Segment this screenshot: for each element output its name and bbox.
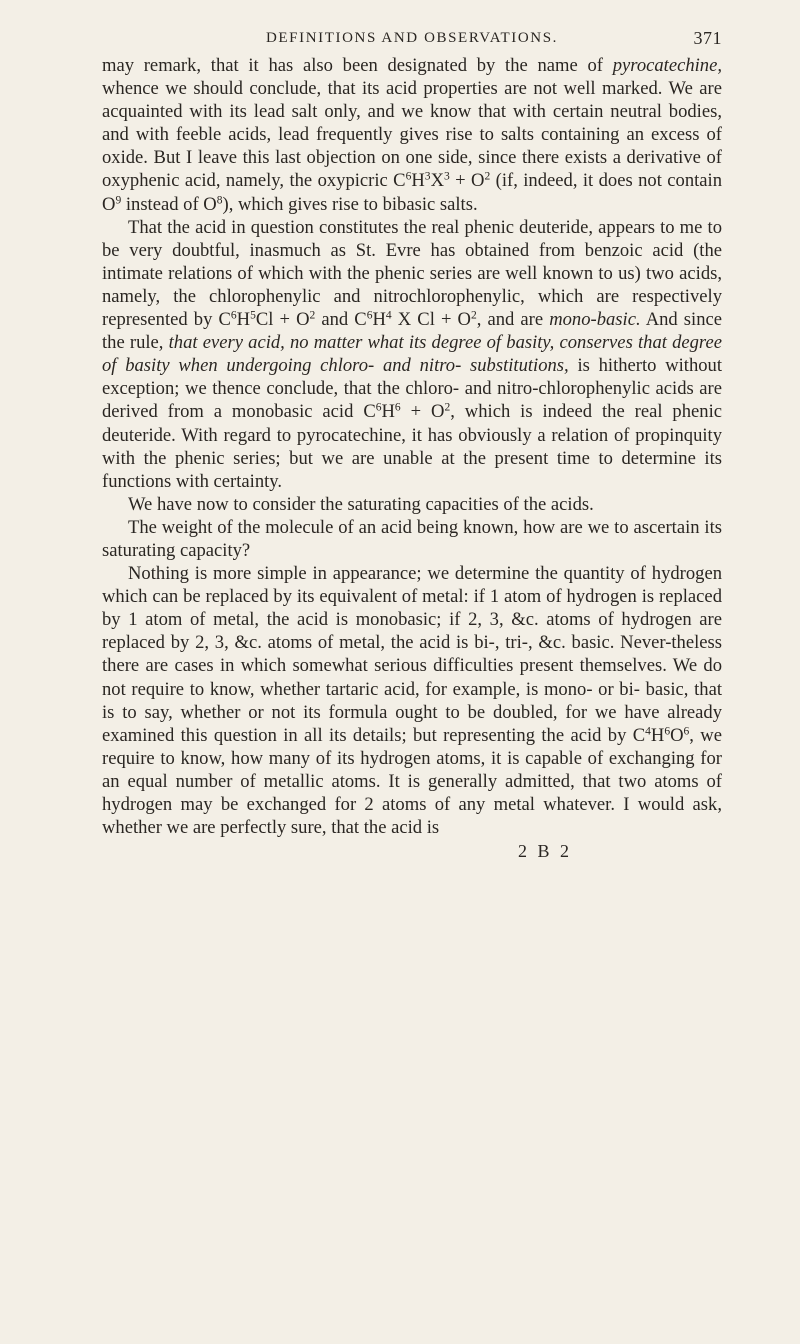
text-run: And since the rule,: [102, 309, 723, 354]
text-run: + O: [449, 170, 485, 192]
superscript: 4: [385, 309, 392, 322]
page-header: [102, 18, 722, 54]
text-run: is hitherto without exception; we thence conclude, that the chloro- and nitro-chlorophenylic acids are derived from a monobasic acid C: [102, 355, 723, 423]
text-run: instead of O: [121, 193, 217, 215]
superscript: 2: [470, 309, 477, 322]
superscript: 3: [444, 171, 450, 184]
superscript: 6: [683, 725, 690, 738]
text-run: , and are: [476, 309, 550, 331]
paragraph: [102, 516, 722, 562]
running-title: DEFINITIONS AND OBSERVATIONS.: [265, 30, 559, 46]
text-run: + O: [400, 401, 445, 423]
superscript: 9: [115, 194, 122, 207]
superscript: 6: [230, 309, 237, 322]
paragraph: [102, 562, 722, 839]
text-run: H: [381, 401, 395, 423]
text-run: H: [650, 724, 665, 746]
body-text: [102, 54, 722, 839]
text-run: may remark, that it has also been designated by the name of: [102, 55, 613, 76]
superscript: 6: [664, 725, 671, 738]
superscript: 4: [645, 725, 651, 738]
text-run: We have now to consider the saturating capacities of the acids.: [128, 493, 594, 515]
superscript: 6: [366, 309, 373, 322]
paragraph: [102, 54, 722, 216]
text-run: , which is indeed the real phenic deuteride. With regard to pyrocatechine, it has obviously a relation of propinquity with the phenic series; but we are unable at the present time to determine its functions with certainty.: [102, 401, 722, 492]
paragraph: [102, 216, 722, 493]
superscript: 2: [484, 171, 491, 184]
superscript: 3: [424, 171, 431, 184]
text-run: H: [411, 170, 425, 192]
paragraph: [102, 493, 722, 516]
text-run: Cl + O: [255, 309, 310, 331]
text-run: , we require to know, how many of its hydrogen atoms, it is capable of exchanging for an equal number of metallic atoms. It is generally admitted, that two atoms of hydrogen may be exchanged for 2 atoms of any metal whatever. I would ask, whether we are perfectly sure, that the acid is: [102, 724, 722, 839]
superscript: 6: [394, 402, 401, 415]
superscript: 8: [216, 194, 223, 207]
text-run: H: [236, 309, 251, 331]
text-run: X: [430, 170, 444, 192]
superscript: 6: [375, 402, 382, 415]
text-run: whence we should conclude, that its acid properties are not well marked. We are acquainted with its lead salt only, and we know that with certain neutral bodies, and with feeble acids, lead frequently gives rise to salts containing an excess of oxide. But I leave this last objection on one side, since there exists a derivative of oxyphenic acid, namely, the oxypicric C: [102, 78, 722, 192]
superscript: 6: [405, 171, 412, 184]
text-run: and C: [315, 309, 367, 331]
text-run: X Cl + O: [391, 309, 471, 331]
superscript: 2: [309, 309, 316, 322]
page-number: 371: [693, 28, 722, 48]
superscript: 2: [444, 402, 451, 415]
text-run: (if, indeed, it does not contain O: [102, 170, 722, 215]
text-run: The weight of the molecule of an acid being known, how are we to ascertain its saturating capacity?: [102, 516, 722, 561]
text-run: Nothing is more simple in appearance; we determine the quantity of hydrogen which can be replaced by its equivalent of metal: if 1 atom of hydrogen is replaced by 1 atom of metal, the acid is monobasic; if 2, 3, &c. atoms of hydrogen are replaced by 2, 3, &c. atoms of metal, the acid is bi-, tri-, &c. basic. Never-theless there are cases in which somewhat serious difficulties present themselves. We do not require to know, whether tartaric acid, for example, is mono- or bi- basic, that is to say, whether or not its formula ought to be doubled, for we have already examined this question in all its details; but representing the acid by C: [102, 563, 722, 746]
italic-text: pyrocatechine,: [612, 55, 722, 76]
text-run: O: [670, 724, 684, 746]
text-run: ), which gives rise to bibasic salts.: [222, 193, 478, 215]
italic-text: that every acid, no matter what its degree of basity, conserves that degree of basity when undergoing chloro- and nitro- substitutions,: [102, 332, 722, 377]
text-run: H: [372, 309, 386, 331]
text-run: That the acid in question constitutes the real phenic deuteride, appears to me to be very doubtful, inasmuch as St. Evre has obtained from benzoic acid (the intimate relations of which with the phenic series are well known to us) two acids, namely, the chlorophenylic and nitrochlorophenylic, which are respectively represented by C: [102, 216, 722, 331]
superscript: 5: [250, 309, 256, 322]
italic-text: mono-basic.: [549, 309, 641, 331]
signature-mark: 2 B 2: [517, 841, 572, 862]
